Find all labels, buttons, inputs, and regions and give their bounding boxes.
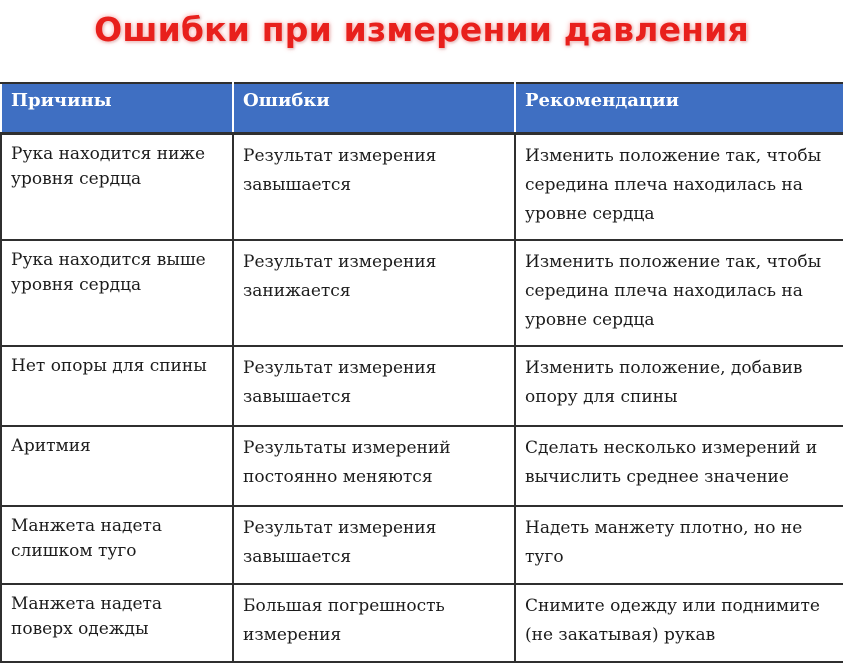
table-row	[1, 584, 843, 662]
cause-cell: Манжета надета слишком туго	[1, 506, 233, 584]
header-causes: Причины	[1, 83, 233, 134]
error-cell: Результаты измерений постоянно меняются	[233, 426, 515, 506]
header-recommendations: Рекомендации	[515, 83, 843, 134]
error-cell: Результат измерения занижается	[233, 240, 515, 346]
recommendation-cell: Сделать несколько измерений и вычислить среднее значение	[515, 426, 843, 506]
table-row	[1, 346, 843, 426]
cause-cell: Рука находится ниже уровня сердца	[1, 134, 233, 240]
cause-cell: Нет опоры для спины	[1, 346, 233, 426]
error-cell: Результат измерения завышается	[233, 134, 515, 240]
page-title: Ошибки при измерении давления	[94, 10, 749, 49]
error-cell: Результат измерения завышается	[233, 506, 515, 584]
table-header-row	[1, 83, 843, 134]
recommendation-cell: Изменить положение так, чтобы середина плеча находилась на уровне сердца	[515, 134, 843, 240]
table-row	[1, 426, 843, 506]
table-row	[1, 506, 843, 584]
table-row	[1, 240, 843, 346]
header-errors: Ошибки	[233, 83, 515, 134]
cause-cell: Манжета надета поверх одежды	[1, 584, 233, 662]
error-cell: Большая погрешность измерения	[233, 584, 515, 662]
error-cell: Результат измерения завышается	[233, 346, 515, 426]
recommendation-cell: Изменить положение так, чтобы середина плеча находилась на уровне сердца	[515, 240, 843, 346]
cause-cell: Аритмия	[1, 426, 233, 506]
cause-cell: Рука находится выше уровня сердца	[1, 240, 233, 346]
table-row	[1, 134, 843, 240]
recommendation-cell: Снимите одежду или поднимите (не закатывая) рукав	[515, 584, 843, 662]
recommendation-cell: Изменить положение, добавив опору для спины	[515, 346, 843, 426]
pressure-errors-table	[0, 82, 843, 663]
recommendation-cell: Надеть манжету плотно, но не туго	[515, 506, 843, 584]
